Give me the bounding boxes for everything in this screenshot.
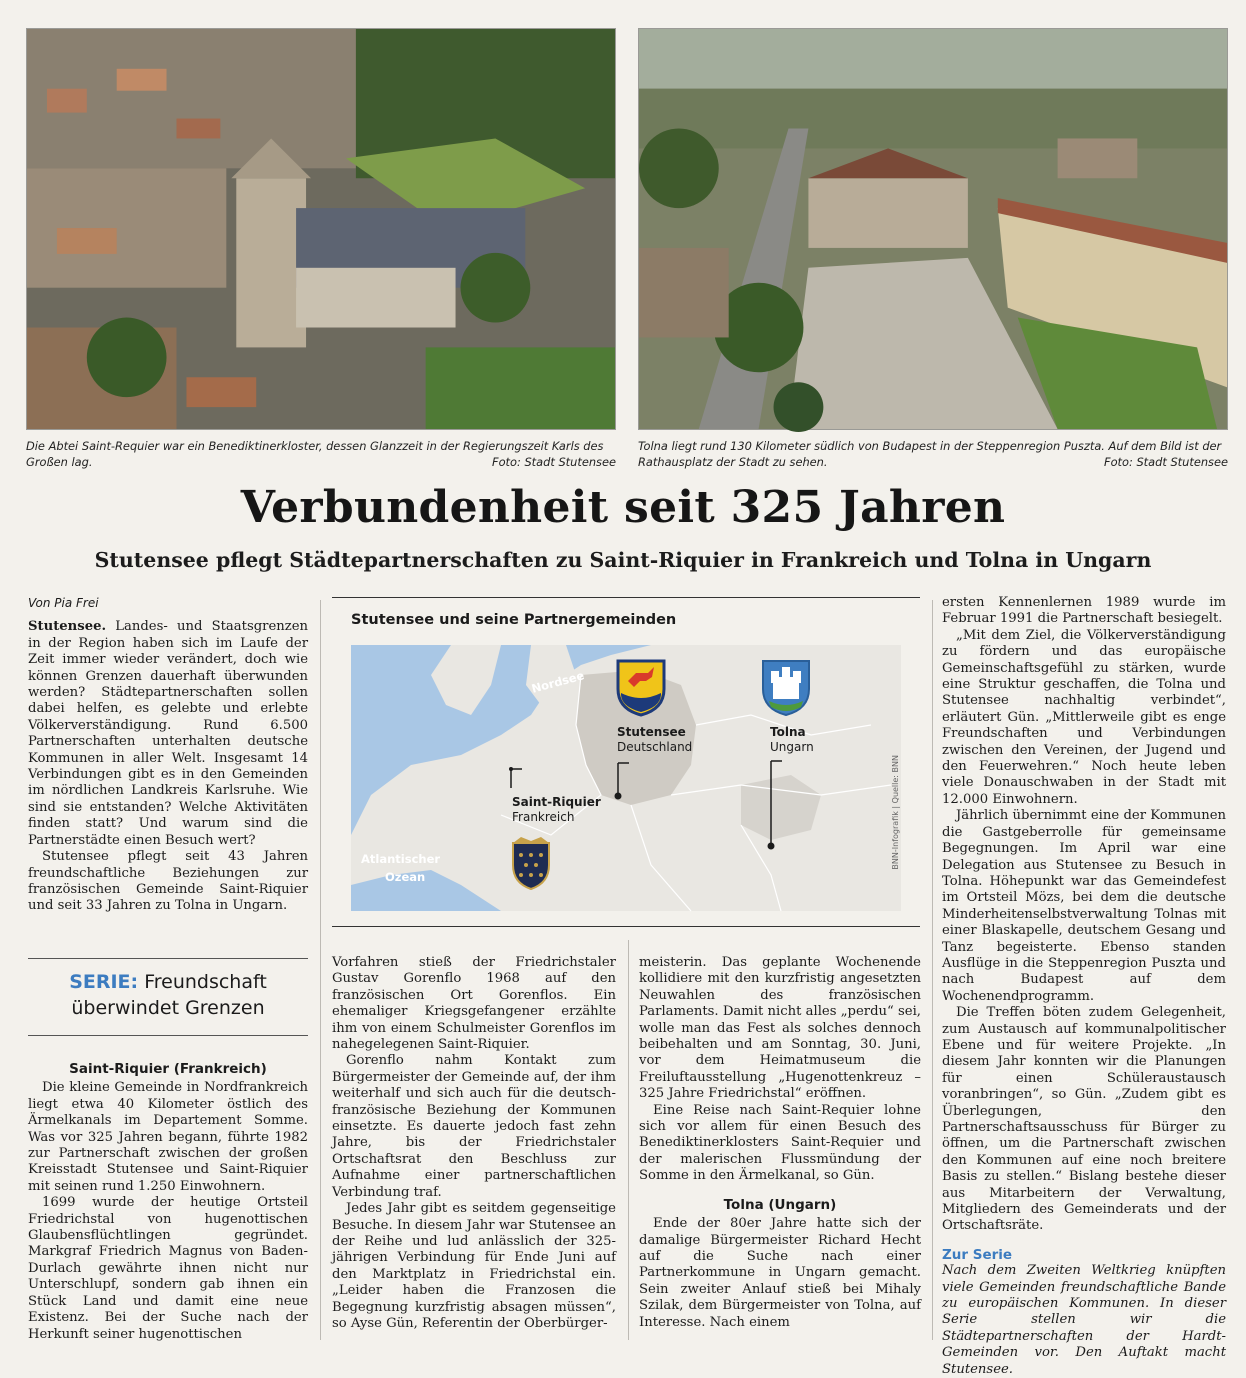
photo-caption-left [26, 438, 616, 470]
body-paragraph: Die kleine Gemeinde in Nordfrankreich liegt etwa 40 Kilometer östlich des Ärmelkanals im Departement Somme. Was vor 325 Jahren begann, führte 1982 zur Partnerschaft zwischen der großen Kreisstadt Stutensee und Saint-Riquier mit seinen rund 1.250 Einwohnern. [28, 1080, 308, 1194]
article-headline: Verbundenheit seit 325 Jahren [240, 482, 1006, 533]
saint-riquier-coat-of-arms [509, 835, 553, 891]
zur-serie-heading: Zur Serie [942, 1246, 1013, 1263]
intro-paragraph: Stutensee pflegt seit 43 Jahren freundschaftliche Beziehungen zur französischen Gemeinde Saint-Riquier und seit 33 Jahren zu Tolna in Ungarn. [28, 849, 308, 914]
label-atlantic-1: Atlantischer [361, 852, 441, 866]
infographic-box [332, 597, 920, 927]
body-paragraph: Jährlich übernimmt eine der Kommunen die Gastgeberrolle für gemeinsame Begegnungen. Im April war eine Delegation aus Stutensee zu Besuch in Tolna. Höhepunkt war das Gemeindefest im Ortsteil Mözs, bei dem die deutsche Minderheitenselbstverwaltung Tolnas mit einer Blaskapelle, deutschem Gesang und Tanz begeisterte. Ebenso standen Ausflüge in die Steppenregion Puszta und nach Budapest auf dem Wochenendprogramm. [942, 808, 1226, 1004]
zur-serie-text: Nach dem Zweiten Weltkrieg knüpften viele Gemeinden freundschaftliche Bande zu europäischen Kommunen. In dieser Serie stellen wir die Städtepartnerschaften der Hardt-Gemeinden vor. Den Auftakt macht Stutensee. [942, 1263, 1226, 1377]
tolna-coat-of-arms [761, 659, 811, 717]
label-atlantic-2: Ozean [385, 870, 426, 884]
saint-riquier-column [28, 1055, 308, 1343]
section-heading-tolna: Tolna (Ungarn) [723, 1196, 837, 1213]
label-tolna: Tolna Ungarn [770, 725, 814, 754]
body-paragraph: Vorfahren stieß der Friedrichstaler Gustav Gorenflo 1968 auf den französischen Ort Gorenflos. Ein ehemaliger Kriegsgefangener erzählte ihm von einem Schulmeister Gorenflos im nahegelegenen Saint-Riquier. [332, 955, 616, 1053]
caption-text: Die Abtei Saint-Requier war ein Benediktinerkloster, dessen Glanzzeit in der Regierungszeit Karls des Großen lag. [26, 439, 604, 469]
photo-credit: Foto: Stadt Stutensee [1104, 455, 1228, 469]
section-heading-saint-riquier: Saint-Riquier (Frankreich) [69, 1061, 267, 1077]
dateline: Stutensee. [28, 619, 107, 635]
label-stutensee: Stutensee Deutschland [617, 725, 693, 754]
intro-paragraph: Stutensee. Landes- und Staatsgrenzen in der Region haben sich im Laufe der Zeit immer wieder verändert, doch wie können Grenzen dauerhaft überwunden werden? Städtepartnerschaften sollen dabei helfen, es gelebte und erlebte Völkerverständigung. Rund 6.500 Partnerschaften unterhalten deutsche Kommunen in aller Welt. Insgesamt 14 Verbindungen gibt es in den Gemeinden im nördlichen Landkreis Karlsruhe. Wie sind sie entstanden? Welche Aktivitäten finden statt? Und warum sind die Partnerstädte einen Besuch wert? [28, 619, 308, 848]
third-column [639, 955, 921, 1331]
body-paragraph: Eine Reise nach Saint-Requier lohne sich vor allem für einen Besuch des Benediktinerklosters Saint-Requier und der malerischen Flussmündung der Somme in den Ärmelkanal, so Gün. [639, 1102, 921, 1184]
column-divider [628, 940, 629, 1340]
body-paragraph: ersten Kennenlernen 1989 wurde im Februar 1991 die Partnerschaft besiegelt. [942, 595, 1226, 627]
photo-credit: Foto: Stadt Stutensee [492, 455, 616, 469]
label-saint-riquier: Saint-Riquier Frankreich [512, 795, 601, 824]
caption-text: Tolna liegt rund 130 Kilometer südlich von Budapest in der Steppenregion Puszta. Auf dem Bild ist der Rathausplatz der Stadt zu sehen. [638, 439, 1222, 469]
photo-tolna-town-square [638, 28, 1228, 430]
body-paragraph: meisterin. Das geplante Wochenende kollidiere mit den kurzfristig angesetzten Neuwahlen des französischen Parlaments. Damit nicht alles „perdu“ sei, wolle man das Fest als solches dennoch beibehalten und am Sonntag, 30. Juni, vor dem Heimatmuseum die Freiluftausstellung „Hugenottenkreuz – 325 Jahre Friedrichstal“ eröffnen. [639, 955, 921, 1102]
stutensee-coat-of-arms [616, 659, 666, 717]
body-paragraph: Gorenflo nahm Kontakt zum Bürgermeister der Gemeinde auf, der ihm weiterhalf und sich auch für die deutsch-französische Beziehung der Kommunen einsetzte. Es dauerte jedoch fast zehn Jahre, bis der Friedrichstaler Ortschaftsrat den Beschluss zur Aufnahme einer partnerschaftlichen Verbindung traf. [332, 1053, 616, 1200]
label-nordsee: Nordsee [529, 668, 586, 696]
photo-abbey-saint-riquier [26, 28, 616, 430]
body-paragraph: Jedes Jahr gibt es seitdem gegenseitige Besuche. In diesem Jahr war Stutensee an der Reihe und lud anlässlich der 325-jährigen Verbindung für Ende Juni auf den Marktplatz in Friedrichstal ein. „Leider haben die Franzosen die Begegnung kurzfristig absagen müssen“, so Ayse Gün, Referentin der Oberbürger- [332, 1201, 616, 1331]
partner-map [351, 645, 901, 911]
byline: Von Pia Frei [28, 596, 99, 610]
right-column [942, 595, 1226, 1378]
column-divider [320, 600, 321, 1340]
article-subheadline: Stutensee pflegt Städtepartnerschaften zu Saint-Riquier in Frankreich und Tolna in Ungarn [94, 548, 1152, 572]
body-paragraph: Die Treffen böten zudem Gelegenheit, zum Austausch auf kommunalpolitischer Ebene und für weitere Projekte. „In diesem Jahr konnten wir die Planungen für einen Schüleraustausch voranbringen“, so Gün. „Zudem gibt es Überlegungen, den Partnerschaftsausschuss für Bürger zu öffnen, um die Partnerschaft zwischen den Kommunen auf eine noch breitere Basis zu stellen.“ Bislang bestehe dieser aus Mitarbeitern der Verwaltung, Mitgliedern des Gemeinderats und der Ortschaftsräte. [942, 1005, 1226, 1234]
body-paragraph: „Mit dem Ziel, die Völkerverständigung zu fördern und das europäische Gemeinschaftsgefühl zu stärken, wurde eine Struktur geschaffen, die Tolna und Stutensee nachhaltig verbindet“, erläutert Gün. „Mittlerweile gibt es enge Freundschaften und Verbindungen zwischen den Vereinen, der Jugend und den Feuerwehren.“ Noch heute leben viele Donauschwaben in der Stadt mit 12.000 Einwohnern. [942, 627, 1226, 807]
body-paragraph: 1699 wurde der heutige Ortsteil Friedrichstal von hugenottischen Glaubensflüchtlingen gegründet. Markgraf Friedrich Magnus von Baden-Durlach gewährte ihnen nicht nur Unterschlupf, sondern gab ihnen ein Stück Land und damit eine neue Existenz. Bei der Suche nach der Herkunft seiner hugenottischen [28, 1195, 308, 1342]
photo-caption-right [638, 438, 1228, 470]
body-paragraph: Ende der 80er Jahre hatte sich der damalige Bürgermeister Richard Hecht auf die Suche nach einer Partnerkommune in Ungarn gemacht. Sein zweiter Anlauf stieß bei Mihaly Szilak, dem Bürgermeister von Tolna, auf Interesse. Nach einem [639, 1216, 921, 1330]
series-label: SERIE: [69, 971, 139, 993]
infographic-credit: BNN-Infografik | Quelle: BNN [891, 755, 900, 870]
series-title-line2: überwindet Grenzen [71, 997, 265, 1019]
series-box [28, 958, 308, 1036]
column-divider [932, 600, 933, 1340]
infographic-title: Stutensee und seine Partnergemeinden [351, 612, 677, 628]
series-title-line1: Freundschaft [144, 971, 267, 993]
intro-column [28, 595, 308, 915]
middle-column [332, 955, 616, 1332]
